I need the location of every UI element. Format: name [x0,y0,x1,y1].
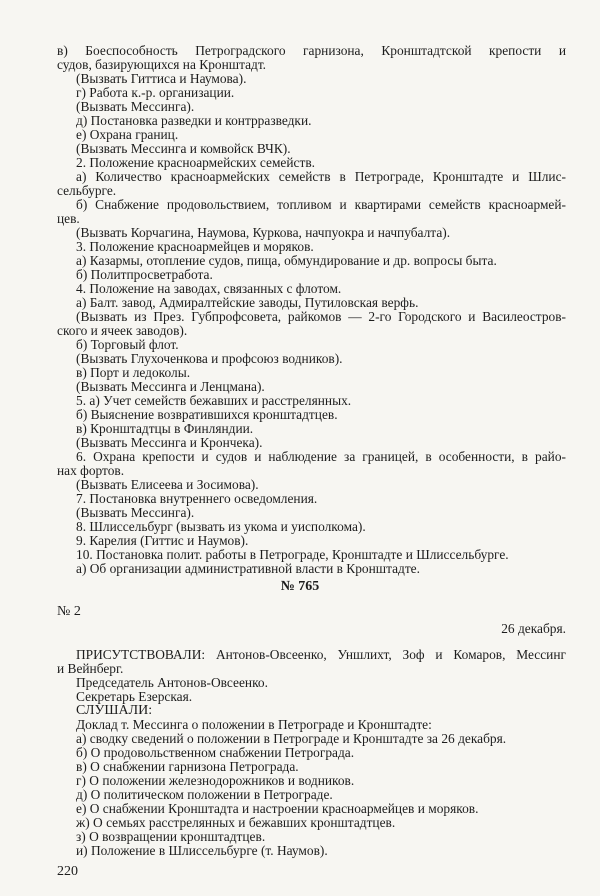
agenda-line: сельбурге. [57,183,117,198]
agenda-line: ского и ячеек заводов). [57,323,188,338]
agenda-line: а) Об организации административной власти в Кронштадте. [76,561,420,576]
agenda-line: д) Постановка разведки и контрразведки. [76,113,312,128]
present-line: ПРИСУТСТВОВАЛИ: Антонов-Овсеенко, Уншлихт, Зоф и Комаров, Мессинг [76,647,566,662]
heard-line: Доклад т. Мессинга о положении в Петрограде и Кронштадте: [76,717,432,732]
agenda-line: в) Кронштадтцы в Финляндии. [76,421,254,436]
heard-line: д) О политическом положении в Петрограде. [76,787,333,802]
heard-line: ж) О семьях расстрелянных и бежавших кронштадтцев. [76,815,396,830]
agenda-line: 5. а) Учет семейств бежавших и расстрелянных. [76,393,352,408]
agenda-line: (Вызвать Глухоченкова и профсоюз водников). [76,351,343,366]
heard-line: а) сводку сведений о положении в Петрограде и Кронштадте за 26 декабря. [76,731,507,746]
agenda-line: судов, базирующихся на Кронштадт. [57,57,267,72]
agenda-line: б) Торговый флот. [76,337,179,352]
agenda-line: г) Работа к.-р. организации. [76,85,235,100]
agenda-line: а) Балт. завод, Адмиралтейские заводы, Путиловская верфь. [76,295,419,310]
agenda-line: 7. Постановка внутреннего осведомления. [76,491,318,506]
protocol-number: № 2 [57,604,81,619]
agenda-line: (Вызвать Гиттиса и Наумова). [76,71,247,86]
agenda-line: (Вызвать Мессинга). [76,99,195,114]
agenda-line: 2. Положение красноармейских семейств. [76,155,315,170]
agenda-line: а) Казармы, отопление судов, пища, обмундирование и др. вопросы быта. [76,253,497,268]
agenda-line: (Вызвать Мессинга и Ленцмана). [76,379,265,394]
agenda-line: (Вызвать из През. Губпрофсовета, райкомов — 2-го Городского и Василеостров- [76,309,566,324]
agenda-line: (Вызвать Мессинга и Крончека). [76,435,263,450]
heard-line: б) О продовольственном снабжении Петрограда. [76,745,355,760]
agenda-line: е) Охрана границ. [76,127,179,142]
agenda-line: нах фортов. [57,463,125,478]
agenda-line: б) Политпросветработа. [76,267,213,282]
agenda-line: в) Порт и ледоколы. [76,365,191,380]
agenda-line: (Вызвать Корчагина, Наумова, Куркова, начпуокра и начпубалта). [76,225,451,240]
heard-heading: СЛУШАЛИ: [76,703,153,718]
present-line: и Вейнберг. [57,661,124,676]
heard-line: и) Положение в Шлиссельбурге (т. Наумов). [76,843,328,858]
heard-line: г) О положении железнодорожников и водников. [76,773,355,788]
heard-line: в) О снабжении гарнизона Петрограда. [76,759,299,774]
agenda-line: (Вызвать Елисеева и Зосимова). [76,477,259,492]
document-number: № 765 [280,579,320,594]
page-number: 220 [57,864,78,879]
agenda-line: 8. Шлиссельбург (вызвать из укома и уисполкома). [76,519,366,534]
agenda-line: (Вызвать Мессинга). [76,505,195,520]
secretary-line: Секретарь Езерская. [76,689,193,704]
heard-line: з) О возвращении кронштадтцев. [76,829,266,844]
agenda-line: (Вызвать Мессинга и комвойск ВЧК). [76,141,291,156]
agenda-line: в) Боеспособность Петроградского гарнизона, Кронштадтской крепости и [57,43,566,58]
agenda-line: а) Количество красноармейских семейств в Петрограде, Кронштадте и Шлис- [76,169,566,184]
agenda-line: 6. Охрана крепости и судов и наблюдение за границей, в особенности, в райо- [76,449,566,464]
heard-line: е) О снабжении Кронштадта и настроении красноармейцев и моряков. [76,801,479,816]
agenda-line: б) Снабжение продовольствием, топливом и квартирами семейств красноармей- [76,197,566,212]
agenda-line: б) Выяснение возвратившихся кронштадтцев. [76,407,338,422]
agenda-line: 4. Положение на заводах, связанных с флотом. [76,281,342,296]
protocol-date: 26 декабря. [501,621,566,636]
agenda-line: 10. Постановка полит. работы в Петрограде, Кронштадте и Шлиссельбурге. [76,547,509,562]
agenda-line: 9. Карелия (Гиттис и Наумов). [76,533,249,548]
agenda-line: 3. Положение красноармейцев и моряков. [76,239,314,254]
chairman-line: Председатель Антонов-Овсеенко. [76,675,268,690]
agenda-line: цев. [57,211,80,226]
